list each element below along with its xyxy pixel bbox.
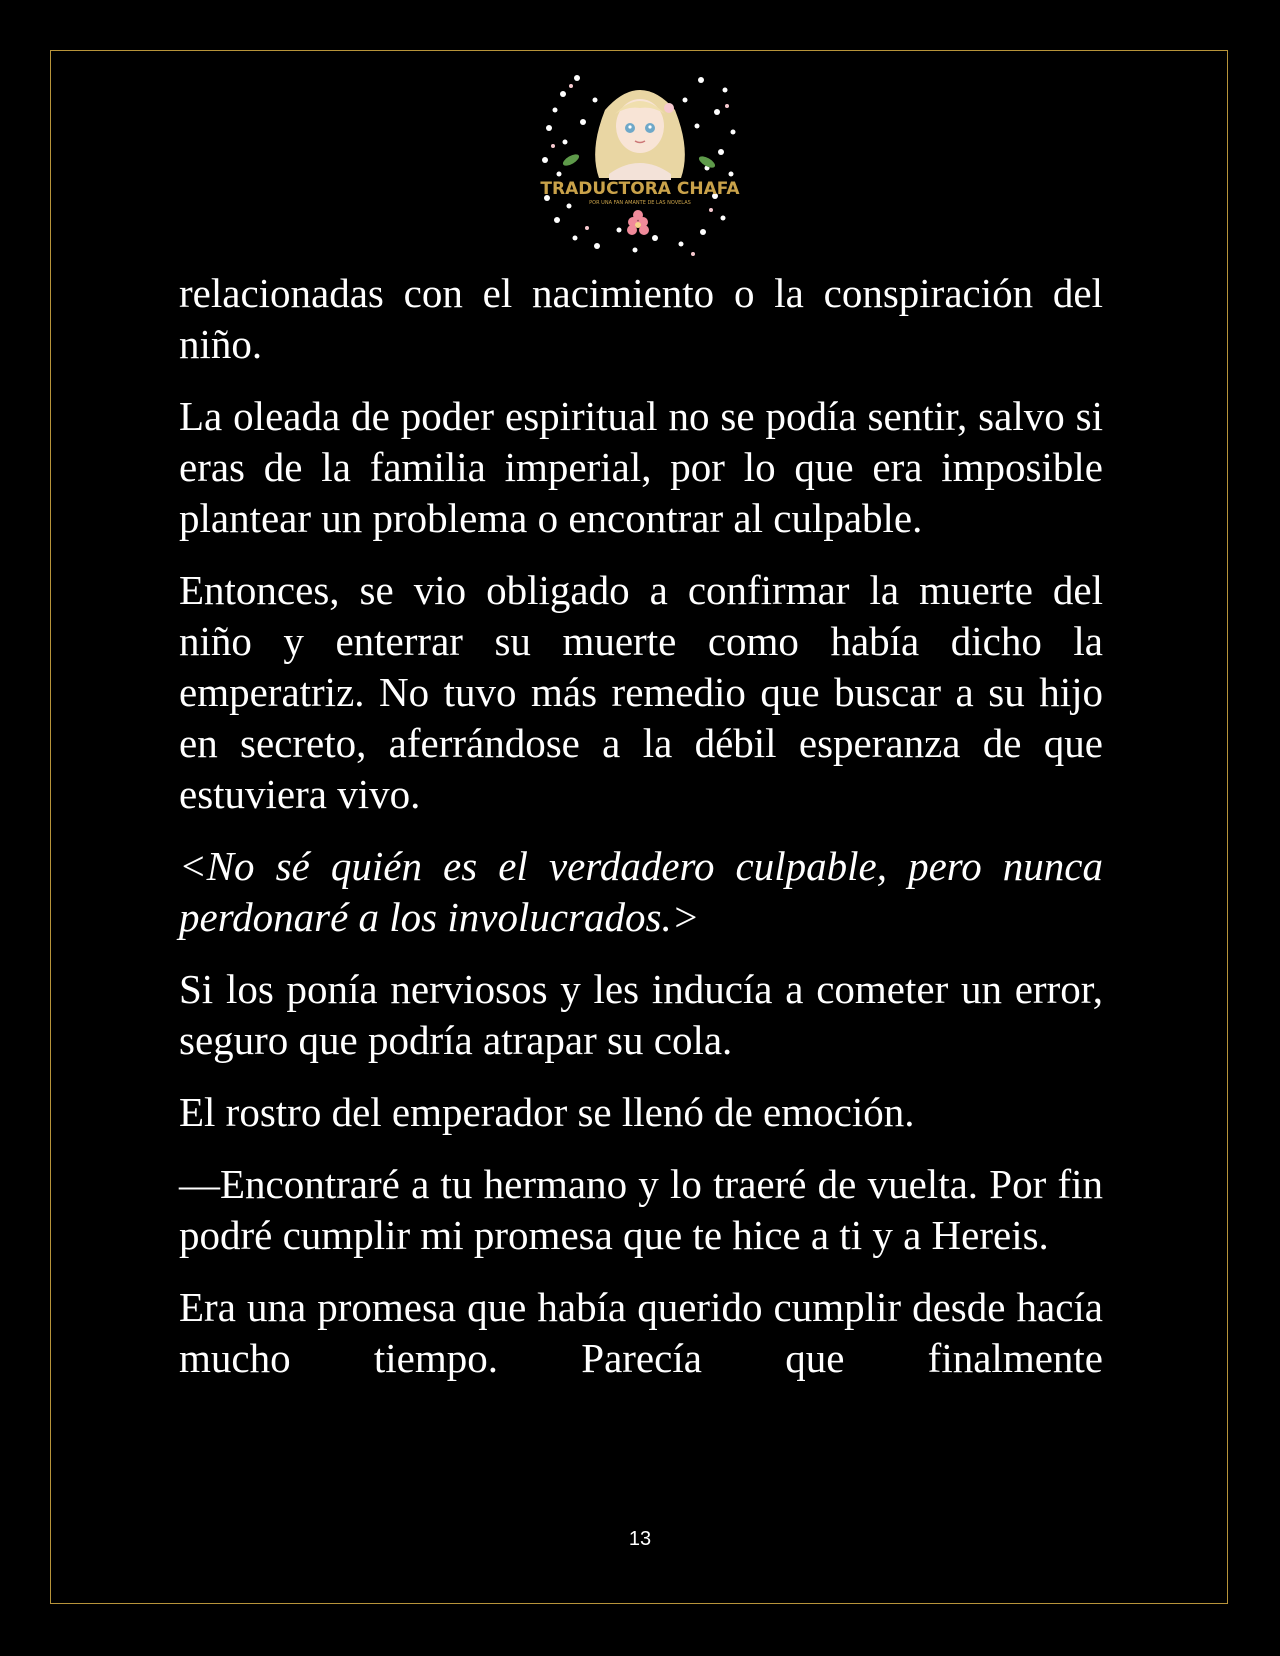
paragraph: Era una promesa que había querido cumplir desde hacía mucho tiempo. Parecía que finalmente: [179, 1284, 1103, 1381]
page-number: 13: [628, 1528, 652, 1550]
paragraph: Si los ponía nerviosos y les inducía a cometer un error, seguro que podría atrapar su cola.: [179, 966, 1103, 1063]
pink-flower-icon: [627, 210, 649, 235]
logo-illustration: [535, 70, 745, 265]
logo-title: TRADUCTORA CHAFA: [540, 179, 740, 199]
traductora-chafa-logo: [535, 70, 745, 265]
paragraph: El rostro del emperador se llenó de emoción.: [179, 1089, 915, 1135]
paragraph: La oleada de poder espiritual no se podía sentir, salvo si eras de la familia imperial, por lo que era imposible plantear un problema o encontrar al culpable.: [179, 393, 1103, 541]
dialogue-paragraph: —Encontraré a tu hermano y lo traeré de vuelta. Por fin podré cumplir mi promesa que te hice a ti y a Hereis.: [179, 1161, 1103, 1258]
chapter-text: [179, 268, 1103, 1384]
paragraph: relacionadas con el nacimiento o la conspiración del niño.: [179, 270, 1103, 367]
italic-thought-paragraph: <No sé quién es el verdadero culpable, pero nunca perdonaré a los involucrados.>: [179, 843, 1103, 940]
girl-illustration: [595, 90, 685, 180]
logo-tagline: POR UNA FAN AMANTE DE LAS NOVELAS: [589, 200, 691, 206]
paragraph: Entonces, se vio obligado a confirmar la muerte del niño y enterrar su muerte como había dicho la emperatriz. No tuvo más remedio que buscar a su hijo en secreto, aferrándose a la débil esperanza de que estuviera vivo.: [179, 567, 1103, 817]
